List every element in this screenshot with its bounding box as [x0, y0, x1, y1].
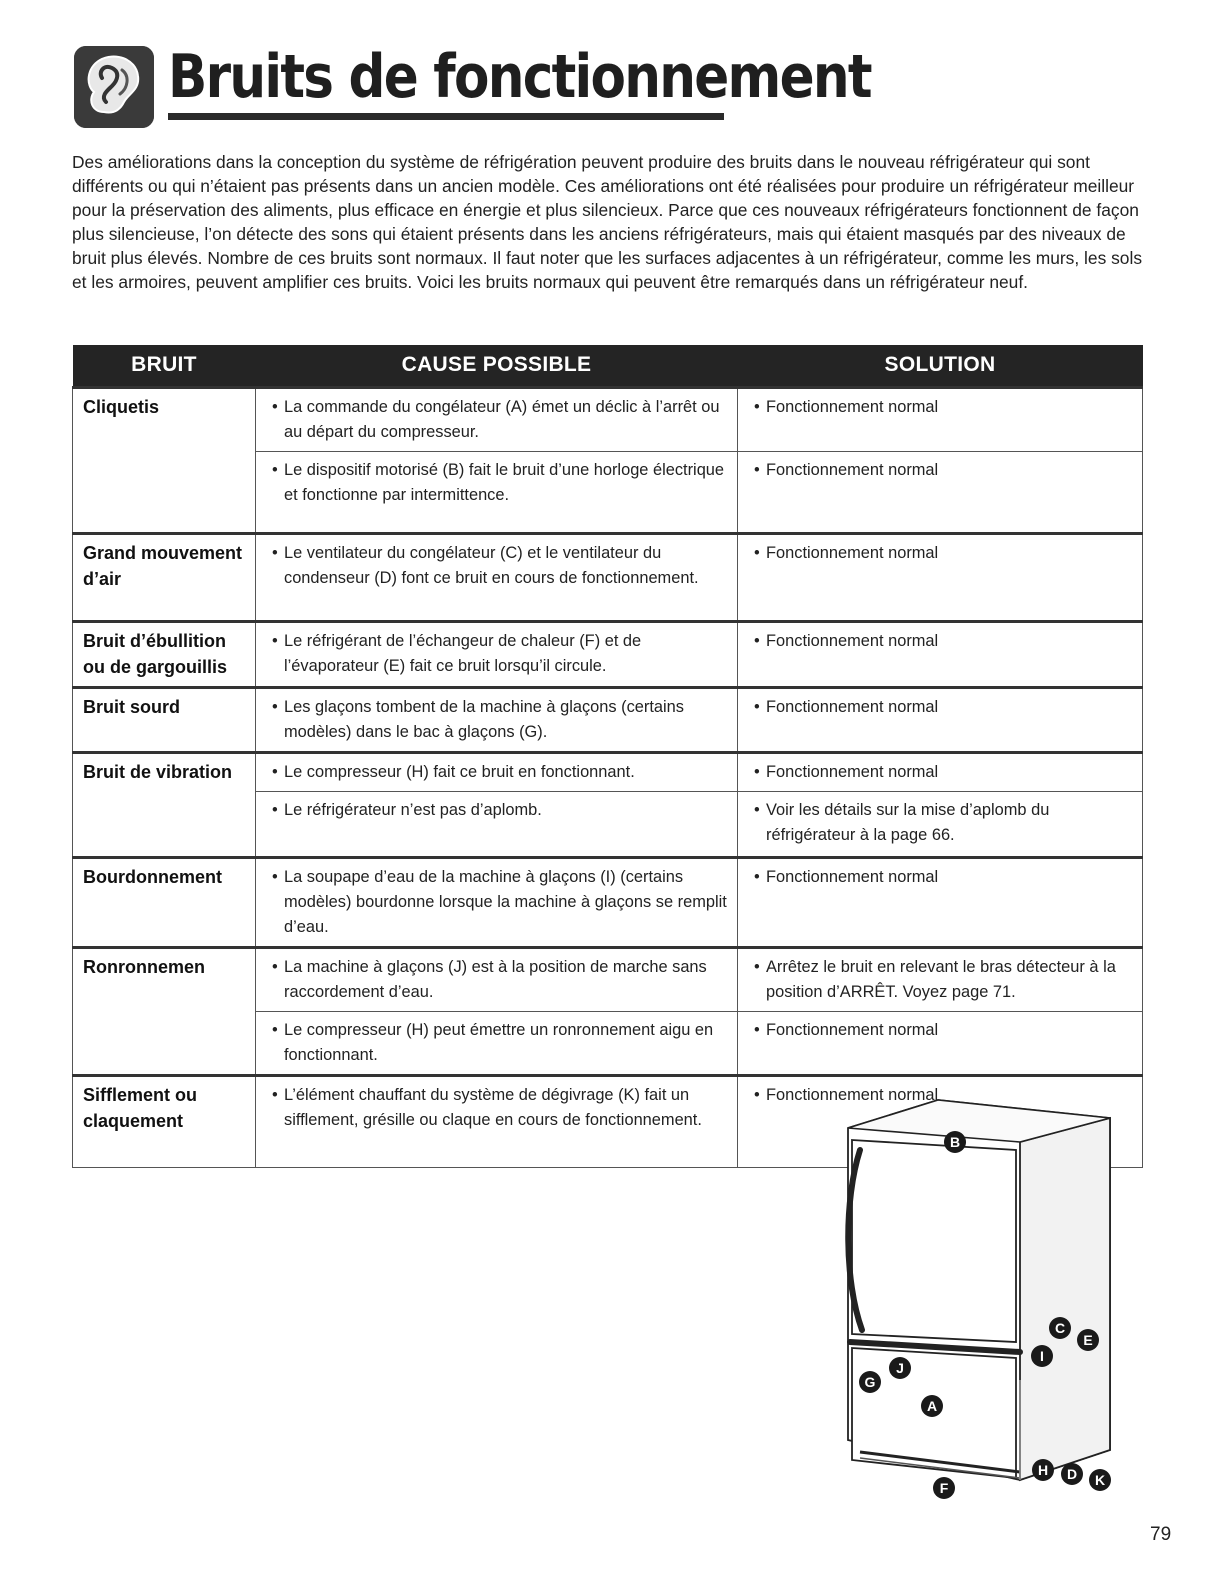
svg-text:F: F	[939, 1480, 949, 1496]
bullet: •	[754, 800, 760, 819]
solution-cell	[738, 451, 1143, 533]
bullet: •	[272, 1085, 278, 1104]
cause-cell	[256, 687, 738, 752]
bruit-cell: Sifflement ou claquement	[73, 1075, 256, 1167]
intro-paragraph: Des améliorations dans la conception du système de réfrigération peuvent produire des bruits dans le nouveau réfrigérateur qui sont différents ou qui n’étaient pas présents dans un ancien modèle. Ces améliorations ont été réalisées pour produire un réfrigérateur meilleur pour la préservation des aliments, plus efficace en énergie et plus silencieux. Parce que ces nouveaux réfrigérateurs fonctionnent de façon plus silencieuse, l’on détecte des sons qui étaient présents dans les anciens réfrigérateurs, mais qui étaient masqués par des niveaux de bruit plus élevés. Nombre de ces bruits sont normaux. Il faut noter que les surfaces adjacentes à un réfrigérateur, comme les murs, les sols et les armoires, peuvent amplifier ces bruits. Voici les bruits normaux qui peuvent être remarqués dans un réfrigérateur neuf.	[72, 152, 1143, 292]
solution-cell	[738, 1011, 1143, 1075]
bruit-cell: Bruit sourd	[73, 687, 256, 752]
cause-cell	[256, 533, 738, 621]
solution-text: Fonctionnement normal	[766, 1020, 939, 1039]
cause-cell	[256, 791, 738, 857]
bullet: •	[754, 697, 760, 716]
svg-text:H: H	[1037, 1462, 1049, 1478]
bullet: •	[272, 762, 278, 781]
solution-cell	[738, 752, 1143, 791]
bruit-cell: Bruit d’ébullition ou de gargouillis	[73, 621, 256, 687]
callout-B	[944, 1131, 966, 1153]
svg-text:C: C	[1054, 1320, 1066, 1336]
bullet: •	[754, 867, 760, 886]
refrigerator-diagram	[820, 1080, 1150, 1560]
bullet: •	[272, 957, 278, 976]
ear-icon-graphic	[74, 46, 154, 128]
table-row	[73, 533, 1143, 621]
solution-text: Fonctionnement normal	[766, 1085, 939, 1104]
bullet: •	[754, 397, 760, 416]
cause-cell	[256, 947, 738, 1011]
callout-F	[933, 1477, 955, 1499]
svg-text:I: I	[1040, 1348, 1044, 1364]
solution-text: Arrêtez le bruit en relevant le bras détecteur à la position d’ARRÊT. Voyez page 71.	[766, 957, 1116, 1001]
svg-text:B: B	[949, 1134, 961, 1150]
callout-E	[1077, 1329, 1099, 1351]
bullet: •	[272, 631, 278, 650]
solution-cell	[738, 387, 1143, 451]
noise-table	[72, 345, 1143, 1168]
solution-cell	[738, 533, 1143, 621]
bullet: •	[272, 460, 278, 479]
callout-K	[1089, 1469, 1111, 1491]
table-row	[73, 387, 1143, 451]
svg-text:A: A	[926, 1398, 938, 1414]
bruit-cell: Bourdonnement	[73, 857, 256, 947]
header-bruit: BRUIT	[73, 345, 256, 387]
bullet: •	[754, 543, 760, 562]
table-row	[73, 621, 1143, 687]
solution-text: Fonctionnement normal	[766, 460, 939, 479]
page-number: 79	[1150, 1524, 1172, 1545]
cause-text: La soupape d’eau de la machine à glaçons (I) (certains modèles) bourdonne lorsque la machine à glaçons se remplit d’eau.	[284, 867, 727, 936]
table-row	[73, 687, 1143, 752]
bullet: •	[272, 697, 278, 716]
ear-icon	[74, 46, 154, 128]
cause-text: Le dispositif motorisé (B) fait le bruit d’une horloge électrique et fonctionne par intermittence.	[284, 460, 725, 504]
bullet: •	[272, 397, 278, 416]
svg-text:J: J	[896, 1360, 904, 1376]
solution-cell	[738, 857, 1143, 947]
bullet: •	[754, 460, 760, 479]
bullet: •	[754, 957, 760, 976]
cause-text: Le réfrigérant de l’échangeur de chaleur (F) et de l’évaporateur (E) fait ce bruit lorsqu’il circule.	[284, 631, 642, 675]
cause-text: Les glaçons tombent de la machine à glaçons (certains modèles) dans le bac à glaçons (G).	[284, 697, 684, 741]
svg-text:K: K	[1094, 1472, 1106, 1488]
cause-cell	[256, 1075, 738, 1167]
title-underline	[168, 113, 724, 120]
table-row	[73, 857, 1143, 947]
table-row	[73, 947, 1143, 1011]
cause-text: La machine à glaçons (J) est à la position de marche sans raccordement d’eau.	[284, 957, 707, 1001]
svg-text:D: D	[1066, 1466, 1078, 1482]
bruit-cell: Cliquetis	[73, 387, 256, 533]
svg-text:G: G	[864, 1374, 876, 1390]
callout-J	[889, 1357, 911, 1379]
cause-cell	[256, 857, 738, 947]
bruit-cell: Ronronnemen	[73, 947, 256, 1075]
header-cause: CAUSE POSSIBLE	[256, 345, 738, 387]
solution-cell	[738, 947, 1143, 1011]
solution-text: Fonctionnement normal	[766, 631, 939, 650]
callout-D	[1061, 1463, 1083, 1485]
cause-cell	[256, 752, 738, 791]
header-solution: SOLUTION	[738, 345, 1143, 387]
bullet: •	[754, 762, 760, 781]
solution-text: Fonctionnement normal	[766, 397, 939, 416]
callout-A	[921, 1395, 943, 1417]
table-row	[73, 752, 1143, 791]
solution-text: Fonctionnement normal	[766, 867, 939, 886]
cause-cell	[256, 387, 738, 451]
solution-text: Voir les détails sur la mise d’aplomb du réfrigérateur à la page 66.	[766, 800, 1050, 844]
refrigerator-body	[848, 1100, 1110, 1480]
cause-text: La commande du congélateur (A) émet un déclic à l’arrêt ou au départ du compresseur.	[284, 397, 720, 441]
page-title: Bruits de fonctionnement	[168, 42, 871, 112]
bullet: •	[754, 1085, 760, 1104]
cause-text: Le réfrigérateur n’est pas d’aplomb.	[284, 800, 542, 819]
cause-text: Le compresseur (H) fait ce bruit en fonctionnant.	[284, 762, 635, 781]
callout-C	[1049, 1317, 1071, 1339]
bullet: •	[272, 543, 278, 562]
bullet: •	[754, 631, 760, 650]
cause-text: L’élément chauffant du système de dégivrage (K) fait un sifflement, grésille ou claque en cours de fonctionnement.	[284, 1085, 702, 1129]
cause-text: Le compresseur (H) peut émettre un ronronnement aigu en fonctionnant.	[284, 1020, 714, 1064]
bruit-cell: Grand mouvement d’air	[73, 533, 256, 621]
bullet: •	[272, 800, 278, 819]
bullet: •	[272, 867, 278, 886]
cause-cell	[256, 1011, 738, 1075]
solution-cell	[738, 621, 1143, 687]
cause-cell	[256, 621, 738, 687]
bullet: •	[272, 1020, 278, 1039]
solution-text: Fonctionnement normal	[766, 762, 939, 781]
callout-I	[1031, 1345, 1053, 1367]
solution-cell	[738, 791, 1143, 857]
table-header-row	[73, 345, 1143, 387]
callout-G	[859, 1371, 881, 1393]
bruit-cell: Bruit de vibration	[73, 752, 256, 857]
solution-cell	[738, 687, 1143, 752]
solution-text: Fonctionnement normal	[766, 543, 939, 562]
cause-cell	[256, 451, 738, 533]
bullet: •	[754, 1020, 760, 1039]
solution-text: Fonctionnement normal	[766, 697, 939, 716]
svg-text:E: E	[1083, 1332, 1093, 1348]
callout-H	[1032, 1459, 1054, 1481]
cause-text: Le ventilateur du congélateur (C) et le ventilateur du condenseur (D) font ce bruit en cours de fonctionnement.	[284, 543, 699, 587]
